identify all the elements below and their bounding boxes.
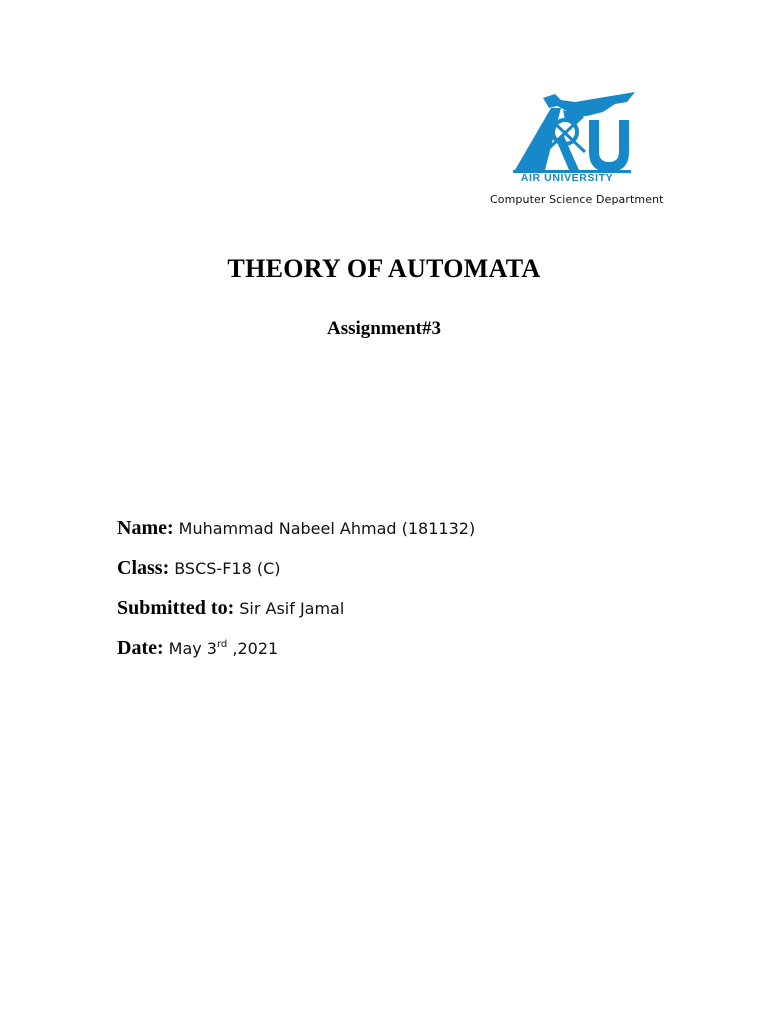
name-label: Name: xyxy=(117,517,179,539)
assignment-subtitle: Assignment#3 xyxy=(326,318,441,339)
submitted-to-field xyxy=(117,597,344,620)
date-value-ordinal: rd xyxy=(216,639,228,650)
submitted-to-value: Sir Asif Jamal xyxy=(239,599,345,618)
date-value-main: May 3 xyxy=(168,639,217,658)
name-value: Muhammad Nabeel Ahmad (181132) xyxy=(178,519,476,538)
logo-wordmark: AIR UNIVERSITY xyxy=(520,172,614,184)
class-field xyxy=(117,557,281,580)
document-title: THEORY OF AUTOMATA xyxy=(227,254,541,283)
date-value-year: ,2021 xyxy=(227,639,279,658)
air-university-logo xyxy=(503,86,645,190)
department-label: Computer Science Department xyxy=(490,193,664,206)
name-field xyxy=(117,517,475,540)
class-value: BSCS-F18 (C) xyxy=(174,559,281,578)
date-field xyxy=(117,637,278,660)
date-label: Date: xyxy=(117,637,169,659)
submitted-to-label: Submitted to: xyxy=(117,597,240,619)
date-value xyxy=(169,639,279,658)
class-label: Class: xyxy=(117,557,175,579)
